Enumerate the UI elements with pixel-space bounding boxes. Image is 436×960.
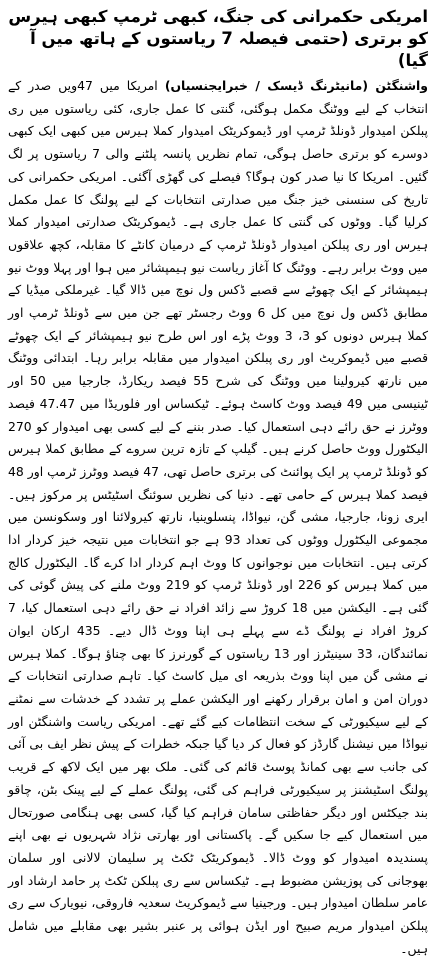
article-headline: امریکی حکمرانی کی جنگ، کبھی ٹرمپ کبھی ہیرس کو برتری (حتمی فیصلہ 7 ریاستوں کے ہاتھ میں آ گیا) bbox=[8, 7, 428, 70]
article-dateline: واشنگٹن (مانیٹرنگ ڈیسک / خبرایجنسیاں) bbox=[164, 78, 428, 93]
article-body-paragraph bbox=[8, 75, 428, 960]
article-body-text: امریکا میں 47ویں صدر کے انتخاب کے لیے ووٹنگ مکمل ہوگئی، گنتی کا عمل جاری، کئی ریاستوں میں ری پبلکن امیدوار ڈونلڈ ٹرمپ اور ڈیموکریٹک امیدوار کملا ہیرس میں کبھی ایک کبھی دوسرے کو برتری حاصل ہوگی، تمام نظریں پانسہ پلٹنے والی 7 ریاستوں پر لگ گئیں۔ امریکا کا نیا صدر کون ہوگا؟ فیصلے کی گھڑی آگئی۔ امریکی حکمرانی کی تاریخ کی سنسنی خیز جنگ میں صدارتی انتخابات کے لیے پولنگ کا عمل مکمل کرلیا گیا۔ ووٹوں کی گنتی کا عمل جاری ہے۔ ڈیموکریٹک صدارتی امیدوار کملا ہیرس اور ری پبلکن امیدوار ڈونلڈ ٹرمپ کے درمیان کانٹے کا مقابلہ، کچھ علاقوں میں ووٹ برابر رہے۔ ووٹنگ کا آغاز ریاست نیو ہیمپشائر میں ہوا اور پہلا ووٹ نیو ہیمپشائر کے ایک چھوٹے سے قصبے ڈکس ول نوچ میں ڈالا گیا۔ غیرملکی میڈیا کے مطابق ڈکس ول نوچ میں کل 6 ووٹ رجسٹر تھے جن میں سے ڈونلڈ ٹرمپ اور کملا ہیرس دونوں کو 3، 3 ووٹ پڑے اور اس طرح نیو ہیمپشائر کے ایک چھوٹے قصبے میں ڈیموکریٹ اور ری پبلکن امیدوار میں مقابلہ برابر رہا۔ ابتدائی ووٹنگ میں نارتھ کیرولینا میں ووٹنگ کی شرح 55 فیصد ریکارڈ، جارجیا میں 50 اور ٹینیسی میں 49 فیصد ووٹ کاسٹ ہوئے۔ ٹیکساس اور فلوریڈا میں 47.47 فیصد ووٹرز نے حق رائے دہی استعمال کیا۔ صدر بننے کے لیے کسی بھی امیدوار کو 270 الیکٹورل ووٹ حاصل کرنے ہیں۔ گیلپ کے تازہ ترین سروے کے مطابق کملا ہیرس کو ڈونلڈ ٹرمپ پر ایک پوائنٹ کی برتری حاصل تھی، 47 فیصد ووٹرز ٹرمپ اور 48 فیصد کملا ہیرس کے حامی تھے۔ دنیا کی نظریں سوئنگ اسٹیٹس پر مرکوز ہیں۔ ایری زونا، جارجیا، مشی گن، نیواڈا، پنسلوینیا، نارتھ کیرولائنا اور وسکونسن میں مجموعی الیکٹورل ووٹوں کی تعداد 93 ہے جو انتخابات میں نتیجہ خیز کردار ادا کرتی ہیں۔ انتخابات میں نوجوانوں کا ووٹ اہم کردار ادا کرے گا۔ الیکٹورل کالج میں کملا ہیرس کو 226 اور ڈونلڈ ٹرمپ کو 219 ووٹ ملنے کی پیش گوئی کی گئی ہے۔ الیکشن میں 18 کروڑ سے زائد افراد نے حق رائے دہی استعمال کیا، 7 کروڑ افراد نے پولنگ ڈے سے پہلے ہی اپنا ووٹ ڈال دیے۔ 435 ارکان ایوان نمائندگان، 33 سینیٹرز اور 13 ریاستوں کے گورنرز کا بھی چناؤ ہوگا۔ کملا ہیرس نے مشی گن میں اپنا ووٹ بذریعہ ای میل کاسٹ کیا۔ تاہم صدارتی انتخابات کے دوران امن و امان برقرار رکھنے اور الیکشن عملے پر تشدد کے خدشات سے نمٹنے کے لیے سیکیورٹی کے سخت انتظامات کیے گئے تھے۔ امریکی ریاست واشنگٹن اور نیواڈا میں نیشنل گارڈز کو فعال کر دیا گیا جبکہ خطرات کے پیش نظر ایف بی آئی کی جانب سے بھی کمانڈ پوسٹ قائم کی گئی۔ ملک بھر میں ایک لاکھ کے قریب پولنگ اسٹیشنز پر سیکیورٹی فراہم کی گئی، پولنگ عملے کے لیے پینک بٹن، چاقو بند جیکٹس اور دیگر حفاظتی سامان فراہم کیا گیا، کسی بھی ہنگامی صورتحال میں استعمال کیے جا سکیں گے۔ پاکستانی اور بھارتی نژاد شہریوں نے بھی اپنے پسندیدہ امیدوار کو ووٹ ڈالا۔ ڈیموکریٹک ٹکٹ پر سلیمان لالانی اور سلمان بھوجانی کی پوزیشن مضبوط ہے۔ ٹیکساس سے ری پبلکن ٹکٹ پر حامد ارشاد اور عامر سلطان امیدوار ہیں۔ ورجینیا سے ڈیموکریٹ سعدیہ فاروقی، نیویارک سے ری پبلکن امیدوار مریم صبیح اور ایڈن ہوائی پر عنبر بشیر بھی مقابلے میں شامل ہیں۔ bbox=[8, 78, 429, 956]
